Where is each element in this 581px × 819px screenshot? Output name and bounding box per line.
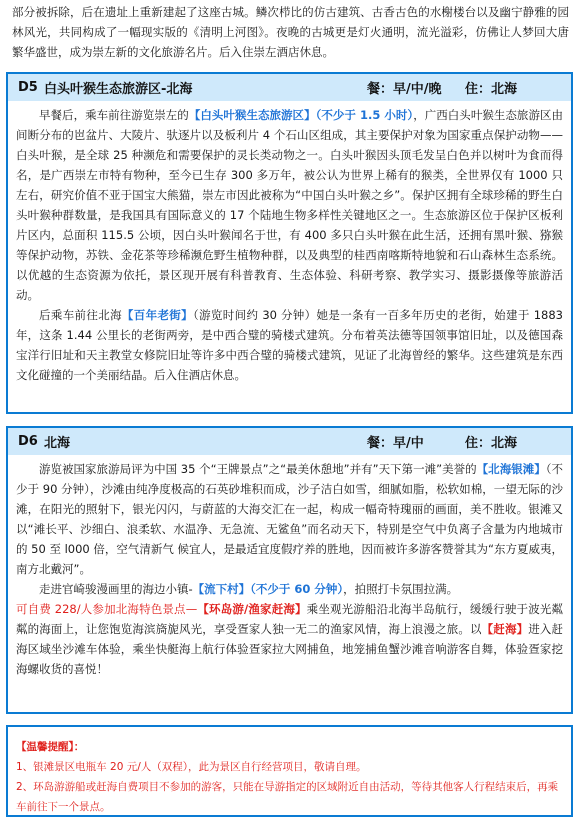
attraction-highlight: 【百年老街】 <box>121 308 193 322</box>
paragraph <box>16 305 563 385</box>
text: ，广西白头叶猴生态旅游区由间断分布的岜盆片、大陵片、驮逐片以及板利片 4 个石山区组成，其主要保护对象为国家重点保护动物——白头叶猴，是全球 25 种濒危和需要保护的灵长类动物之一。白头叶猴因头顶毛发呈白色并以树叶为食而得名，是广西崇左市特有物种，至今已生存 300 多万年，被公认为世界上稀有的猴类，全世界仅有 1000 只左右，研究价值不亚于国宝大熊猫，崇左市因此被称为“中国白头叶猴之乡”。保护区拥有全球珍稀的野生白头叶猴种群数量，是我国具有国际意义的 17 个陆地生物多样性关键地区之一。生态旅游区位于保护区板利片区内，总面积 115.5 公顷，因白头叶猴闻名于世，有 400 多只白头叶猴在此生活，还拥有黑叶猴、猕猴等保护动物，苏铁、金花茶等珍稀濒危野生植物种群，以及典型的桂西南喀斯特地貌和石山森林生态系统。以优越的生态资源为依托，景区现开展有科普教育、生态体验、科研考察、教学实习、摄影摄像等旅游活动。 <box>16 108 563 302</box>
day-6-body <box>8 455 571 679</box>
tip-item: 1、银滩景区电瓶车 20 元/人（双程），此为景区自行经营项目，敬请自理。 <box>16 761 367 773</box>
day-5-header <box>8 74 571 101</box>
attraction-highlight: 【北海银滩】 <box>476 462 546 476</box>
day-number: D6 <box>18 434 38 449</box>
day-6-card <box>6 426 573 714</box>
stay-info: 住：北海 <box>465 82 518 97</box>
text: 后乘车前往北海 <box>39 308 122 322</box>
stay-info: 住：北海 <box>465 436 518 451</box>
intro-section <box>0 0 581 62</box>
day-title: 白头叶猴生态旅游区-北海 <box>44 82 193 97</box>
attraction-highlight: 【白头叶猴生态旅游区】（不少于 1.5 小时） <box>188 108 414 122</box>
paragraph <box>16 105 563 305</box>
day-6-header <box>8 428 571 455</box>
optional-highlight: 【环岛游/渔家赶海】 <box>197 602 307 616</box>
day-5-body <box>8 101 571 385</box>
tips-box <box>6 725 573 817</box>
intro-paragraph: 部分被拆除，后在遗址上重新建起了这座古城。鳞次栉比的仿古建筑、古香古色的水榭楼台以及幽宁静雅的园林风光，共同构成了一幅现实版的《清明上河图》。夜晚的古城更是灯火通明，流光溢彩，仿佛让人梦回大唐繁华盛世，成为崇左新的文化旅游名片。后入住崇左酒店休息。 <box>12 5 569 59</box>
optional-paragraph <box>16 599 563 679</box>
text: （不少于 90 分钟），沙滩由纯净度极高的石英砂堆积而成，沙子洁白如雪，细腻如脂，松软如棉，一望无际的沙滩，在阳光的照射下，银光闪闪，与蔚蓝的大海交汇在一起，构成一幅奇特瑰丽的画面，美不胜收。银滩又以“滩长平、沙细白、浪柔软、水温净、无急流、无鲨鱼”而名动天下，特别是空气中负离子含量为内地城市的 50 至 l000 倍，空气清新气 候宜人，是最适宜度假疗养的胜地，因而被许多游客赞誉其为“东方夏威夷，南方北戴河”。 <box>16 462 564 576</box>
text: 游览被国家旅游局评为中国 35 个“王牌景点”之“最美休憩地”并有”天下第一滩”美誉的 <box>39 462 477 476</box>
tips-heading: 【温馨提醒】： <box>16 741 85 753</box>
paragraph <box>16 459 563 579</box>
meals-info: 餐：早/中 <box>367 436 424 451</box>
day-number: D5 <box>18 80 38 95</box>
text: 走进官崎骏漫画里的海边小镇- <box>39 582 193 596</box>
text: ，拍照打卡氛围拉满。 <box>343 582 459 596</box>
text: 进入赶海区域坐沙滩车体验，乘坐快艇海上航行体验疍家拉大网捕鱼，地笼捕鱼蟹沙滩音响游客自舞，体验疍家挖海螺收货的喜悦！ <box>16 622 564 676</box>
text: 乘坐观光游船沿北海半岛航行，缓缓行驶于波光粼粼的海面上，让您饱览海滨旖旎风光，享受疍家人独一无二的渔家风情，海上浪漫之旅。以 <box>16 602 564 636</box>
optional-highlight: 【赶海】 <box>481 622 529 636</box>
text: 早餐后，乘车前往游览崇左的 <box>39 108 189 122</box>
meals-info: 餐：早/中/晚 <box>367 82 442 97</box>
attraction-highlight: 【流下村】（不少于 60 分钟） <box>192 582 344 596</box>
optional-note: 可自费 228/人参加北海特色景点— <box>16 602 198 616</box>
paragraph <box>16 579 563 599</box>
tip-item: 2、环岛游游船或赶海自费项目不参加的游客，只能在导游指定的区域附近自由活动，等待其他客人行程结束后，再乘车前往下一个景点。 <box>16 781 559 813</box>
day-5-card <box>6 72 573 414</box>
text: （游览时间约 30 分钟）她是一条有一百多年历史的老街，始建于 1883 年，这条 1.44 公里长的老街两旁，是中西合璧的骑楼式建筑。分布着英法德等国领事馆旧址，以及德国森宝洋行旧址和天主教堂女修院旧址等许多中西合璧的骑楼式建筑，见证了北海曾经的繁华。这些建筑是东西文化碰撞的一个美丽结晶。后入住酒店休息。 <box>16 308 563 382</box>
day-title: 北海 <box>44 436 71 451</box>
